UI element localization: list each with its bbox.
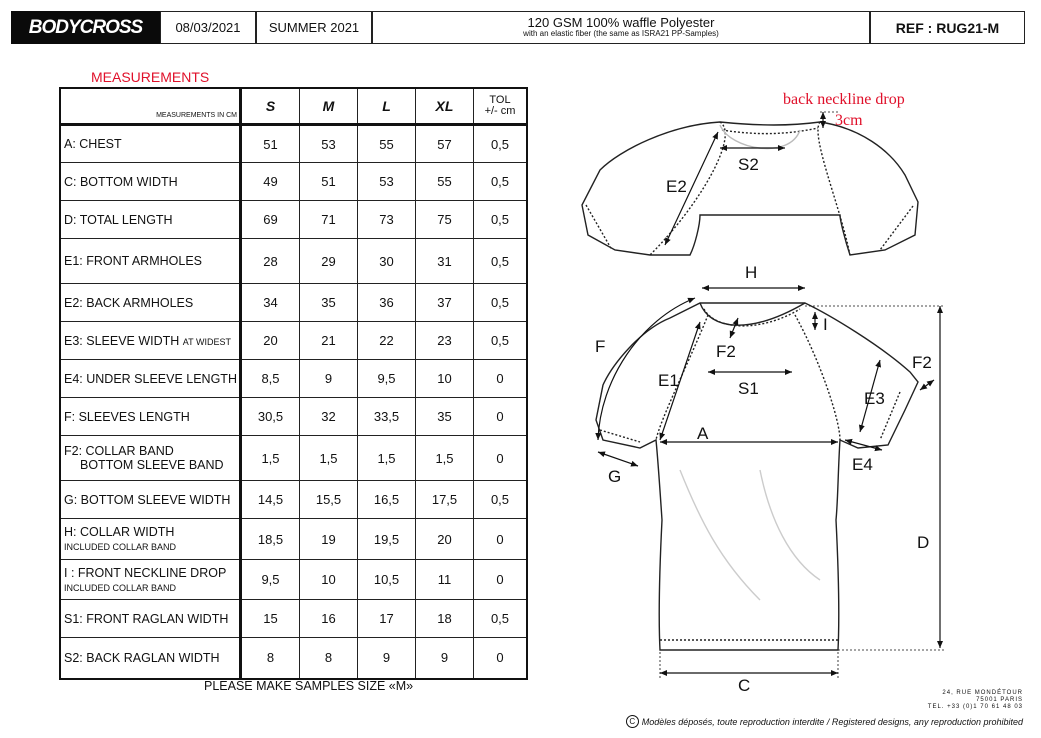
tolerance-cell: 0,5 xyxy=(474,322,528,360)
label-h: H xyxy=(745,263,758,282)
table-cell: 20 xyxy=(416,519,474,560)
table-cell: 73 xyxy=(358,201,416,239)
row-label-text: E2: BACK ARMHOLES xyxy=(64,295,194,310)
row-label-text: G: BOTTOM SLEEVE WIDTH xyxy=(64,492,231,507)
units-label: MEASUREMENTS IN CM xyxy=(60,88,241,125)
table-cell: 32 xyxy=(300,398,358,436)
table-cell: 10,5 xyxy=(358,560,416,600)
table-cell: 36 xyxy=(358,284,416,322)
row-label-text: S2: BACK RAGLAN WIDTH xyxy=(64,650,220,665)
season-text: SUMMER 2021 xyxy=(268,20,360,35)
table-cell: 20 xyxy=(241,322,300,360)
table-cell: 53 xyxy=(358,163,416,201)
table-cell: 8 xyxy=(241,638,300,679)
address-line-2: 75001 PARIS xyxy=(976,696,1023,703)
row-label-text: D: TOTAL LENGTH xyxy=(64,212,173,227)
label-f2-collar: F2 xyxy=(716,342,736,361)
label-s1: S1 xyxy=(738,379,759,398)
table-cell: 9 xyxy=(300,360,358,398)
row-label-text: S1: FRONT RAGLAN WIDTH xyxy=(64,611,229,626)
table-cell: 35 xyxy=(300,284,358,322)
table-cell: 8,5 xyxy=(241,360,300,398)
size-header: M xyxy=(300,88,358,125)
table-cell: 51 xyxy=(241,125,300,163)
table-cell: 18 xyxy=(416,600,474,638)
table-cell: 19 xyxy=(300,519,358,560)
sample-size-note: PLEASE MAKE SAMPLES SIZE «M» xyxy=(204,679,414,693)
brand-logo: BODYCROSS xyxy=(11,11,160,44)
table-cell: 1,5 xyxy=(416,436,474,481)
table-cell: 9 xyxy=(416,638,474,679)
table-cell: 23 xyxy=(416,322,474,360)
table-cell: 71 xyxy=(300,201,358,239)
table-cell: 35 xyxy=(416,398,474,436)
size-header: L xyxy=(358,88,416,125)
tolerance-cell: 0,5 xyxy=(474,600,528,638)
table-cell: 17 xyxy=(358,600,416,638)
row-label-text: E3: SLEEVE WIDTH xyxy=(64,333,180,348)
table-cell: 69 xyxy=(241,201,300,239)
table-cell: 10 xyxy=(300,560,358,600)
label-a: A xyxy=(697,424,709,443)
table-cell: 9 xyxy=(358,638,416,679)
table-cell: 30 xyxy=(358,239,416,284)
size-header: XL xyxy=(416,88,474,125)
row-label-text: I : FRONT NECKLINE DROP xyxy=(64,565,227,580)
table-cell: 8 xyxy=(300,638,358,679)
back-neckline-value: 3cm xyxy=(835,112,863,129)
table-cell: 22 xyxy=(358,322,416,360)
tolerance-cell: 0,5 xyxy=(474,163,528,201)
label-e4: E4 xyxy=(852,455,873,474)
table-cell: 33,5 xyxy=(358,398,416,436)
table-cell: 17,5 xyxy=(416,481,474,519)
date-text: 08/03/2021 xyxy=(175,20,241,35)
company-address xyxy=(928,690,1023,711)
table-cell: 15,5 xyxy=(300,481,358,519)
address-line-1: 24, RUE MONDÉTOUR xyxy=(942,690,1023,696)
table-cell: 49 xyxy=(241,163,300,201)
tolerance-cell: 0 xyxy=(474,360,528,398)
row-label-text: H: COLLAR WIDTH xyxy=(64,525,175,539)
tolerance-cell: 0,5 xyxy=(474,239,528,284)
tolerance-cell: 0,5 xyxy=(474,201,528,239)
label-f: F xyxy=(595,337,606,356)
ref-text: REF : RUG21-M xyxy=(895,19,1000,36)
table-cell: 57 xyxy=(416,125,474,163)
label-d: D xyxy=(917,533,930,552)
label-e2: E2 xyxy=(666,177,687,196)
label-s2: S2 xyxy=(738,155,759,174)
row-label-text: F2: COLLAR BAND xyxy=(64,444,174,458)
label-f2-sleeve: F2 xyxy=(912,353,932,372)
size-header: S xyxy=(241,88,300,125)
table-cell: 1,5 xyxy=(358,436,416,481)
tol-label: TOL xyxy=(489,94,511,106)
fabric-line-2: with an elastic fiber (the same as ISRA21 PP-Samples) xyxy=(523,29,719,39)
table-cell: 51 xyxy=(300,163,358,201)
tolerance-cell: 0,5 xyxy=(474,481,528,519)
copyright-text: Modèles déposés, toute reproduction interdite / Registered designs, any reproduction prohibited xyxy=(641,716,1023,727)
measurements-title: MEASUREMENTS xyxy=(91,69,210,85)
tolerance-cell: 0,5 xyxy=(474,284,528,322)
table-cell: 55 xyxy=(358,125,416,163)
table-cell: 15 xyxy=(241,600,300,638)
table-cell: 9,5 xyxy=(358,360,416,398)
table-cell: 11 xyxy=(416,560,474,600)
table-cell: 29 xyxy=(300,239,358,284)
address-line-3: TEL. +33 (0)1 70 61 48 03 xyxy=(927,703,1023,710)
row-label-text: A: CHEST xyxy=(64,137,122,151)
row-label-sub: INCLUDED COLLAR BAND xyxy=(64,582,177,593)
label-i: I xyxy=(823,315,828,334)
table-cell: 75 xyxy=(416,201,474,239)
tolerance-cell: 0 xyxy=(474,398,528,436)
row-label-text: F: SLEEVES LENGTH xyxy=(64,409,190,424)
table-cell: 1,5 xyxy=(241,436,300,481)
table-cell: 10 xyxy=(416,360,474,398)
label-e3: E3 xyxy=(864,389,885,408)
table-cell: 34 xyxy=(241,284,300,322)
row-label-text: C: BOTTOM WIDTH xyxy=(64,174,178,189)
tolerance-cell: 0 xyxy=(474,519,528,560)
table-cell: 9,5 xyxy=(241,560,300,600)
back-tee-outline xyxy=(582,122,918,255)
table-cell: 16 xyxy=(300,600,358,638)
table-cell: 16,5 xyxy=(358,481,416,519)
label-c: C xyxy=(738,676,751,695)
row-label-text: E4: UNDER SLEEVE LENGTH xyxy=(64,371,237,386)
table-cell: 37 xyxy=(416,284,474,322)
copyright-icon: C xyxy=(626,715,639,728)
tolerance-cell: 0,5 xyxy=(474,125,528,163)
tolerance-cell: 0 xyxy=(474,436,528,481)
row-label-sub: AT WIDEST xyxy=(182,336,231,347)
table-cell: 31 xyxy=(416,239,474,284)
label-e1: E1 xyxy=(658,371,679,390)
copyright-notice xyxy=(626,715,1023,728)
tolerance-cell: 0 xyxy=(474,638,528,679)
label-g: G xyxy=(608,467,622,486)
table-cell: 18,5 xyxy=(241,519,300,560)
back-neckline-label: back neckline drop xyxy=(783,91,905,108)
table-cell: 55 xyxy=(416,163,474,201)
table-cell: 14,5 xyxy=(241,481,300,519)
row-label-sub: INCLUDED COLLAR BAND xyxy=(64,542,177,552)
table-cell: 53 xyxy=(300,125,358,163)
tolerance-cell: 0 xyxy=(474,560,528,600)
tol-unit: +/- cm xyxy=(484,105,516,117)
row-label-sub: BOTTOM SLEEVE BAND xyxy=(80,458,224,472)
table-cell: 30,5 xyxy=(241,398,300,436)
table-cell: 19,5 xyxy=(358,519,416,560)
fabric-line-1: 120 GSM 100% waffle Polyester xyxy=(527,14,715,30)
table-cell: 21 xyxy=(300,322,358,360)
row-label-text: E1: FRONT ARMHOLES xyxy=(64,254,202,268)
table-cell: 1,5 xyxy=(300,436,358,481)
table-cell: 28 xyxy=(241,239,300,284)
